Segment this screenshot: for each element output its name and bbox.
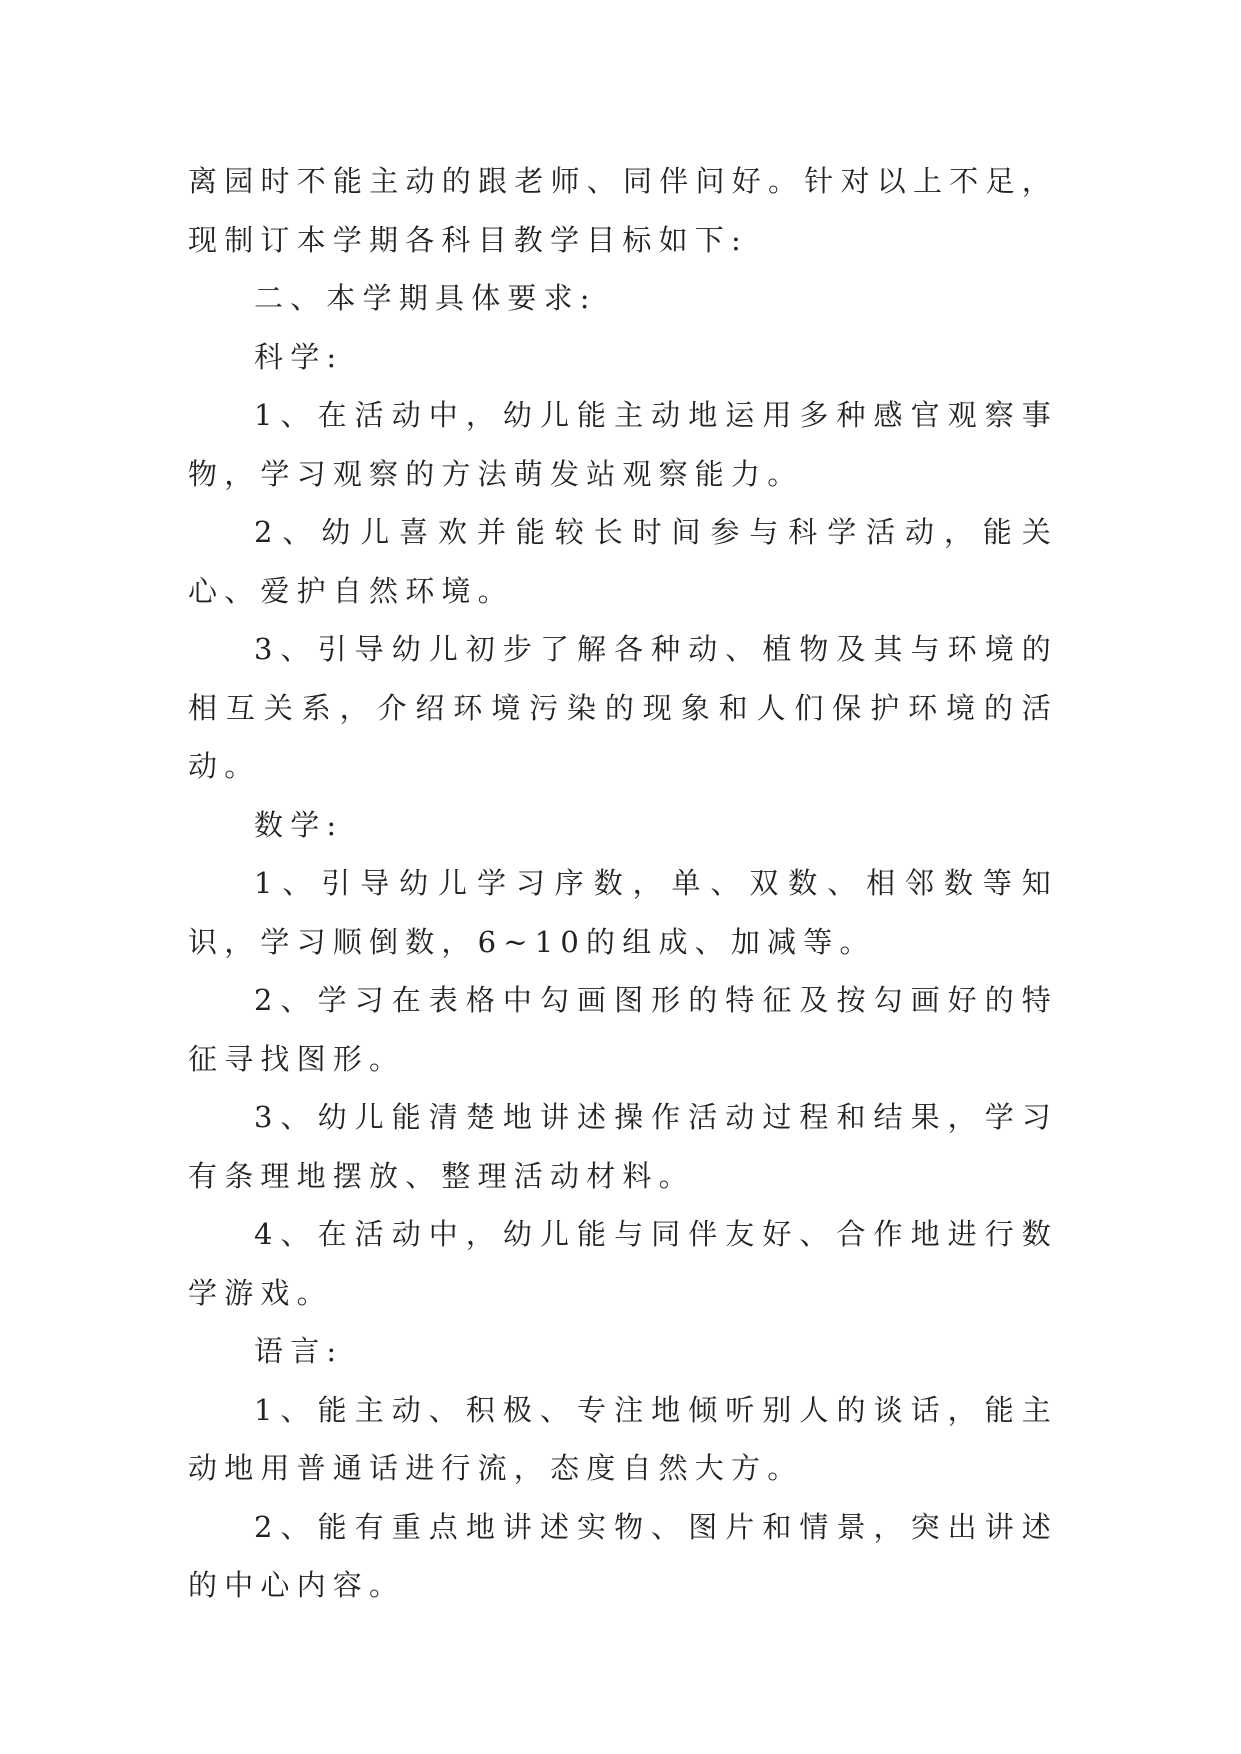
math-item-2: 2、学习在表格中勾画图形的特征及按勾画好的特征寻找图形。: [188, 983, 1058, 1076]
section-heading-requirements: 二、本学期具体要求:: [254, 281, 597, 315]
science-item-3: 3、引导幼儿初步了解各种动、植物及其与环境的相互关系，介绍环境污染的现象和人们保护环境的活动。: [188, 632, 1058, 783]
science-item-1: 1、在活动中，幼儿能主动地运用多种感官观察事物，学习观察的方法萌发站观察能力。: [188, 398, 1058, 491]
subject-heading-science: 科学:: [254, 339, 344, 374]
math-item-3: 3、幼儿能清楚地讲述操作活动过程和结果，学习有条理地摆放、整理活动材料。: [188, 1100, 1058, 1193]
language-item-2: 2、能有重点地讲述实物、图片和情景，突出讲述的中心内容。: [188, 1509, 1058, 1602]
math-item-1: 1、引导幼儿学习序数，单、双数、相邻数等知识，学习顺倒数，6~10的组成、加减等。: [188, 866, 1058, 959]
science-item-2: 2、幼儿喜欢并能较长时间参与科学活动，能关心、爱护自然环境。: [188, 515, 1058, 608]
math-item-4: 4、在活动中，幼儿能与同伴友好、合作地进行数学游戏。: [188, 1217, 1058, 1310]
subject-heading-math: 数学:: [254, 807, 344, 842]
document-body: [188, 152, 1058, 1615]
subject-heading-language: 语言:: [254, 1334, 344, 1368]
paragraph-intro-continued: 离园时不能主动的跟老师、同伴问好。针对以上不足，现制订本学期各科目教学目标如下:: [188, 164, 1058, 257]
language-item-1: 1、能主动、积极、专注地倾听别人的谈话，能主动地用普通话进行流，态度自然大方。: [188, 1392, 1058, 1485]
